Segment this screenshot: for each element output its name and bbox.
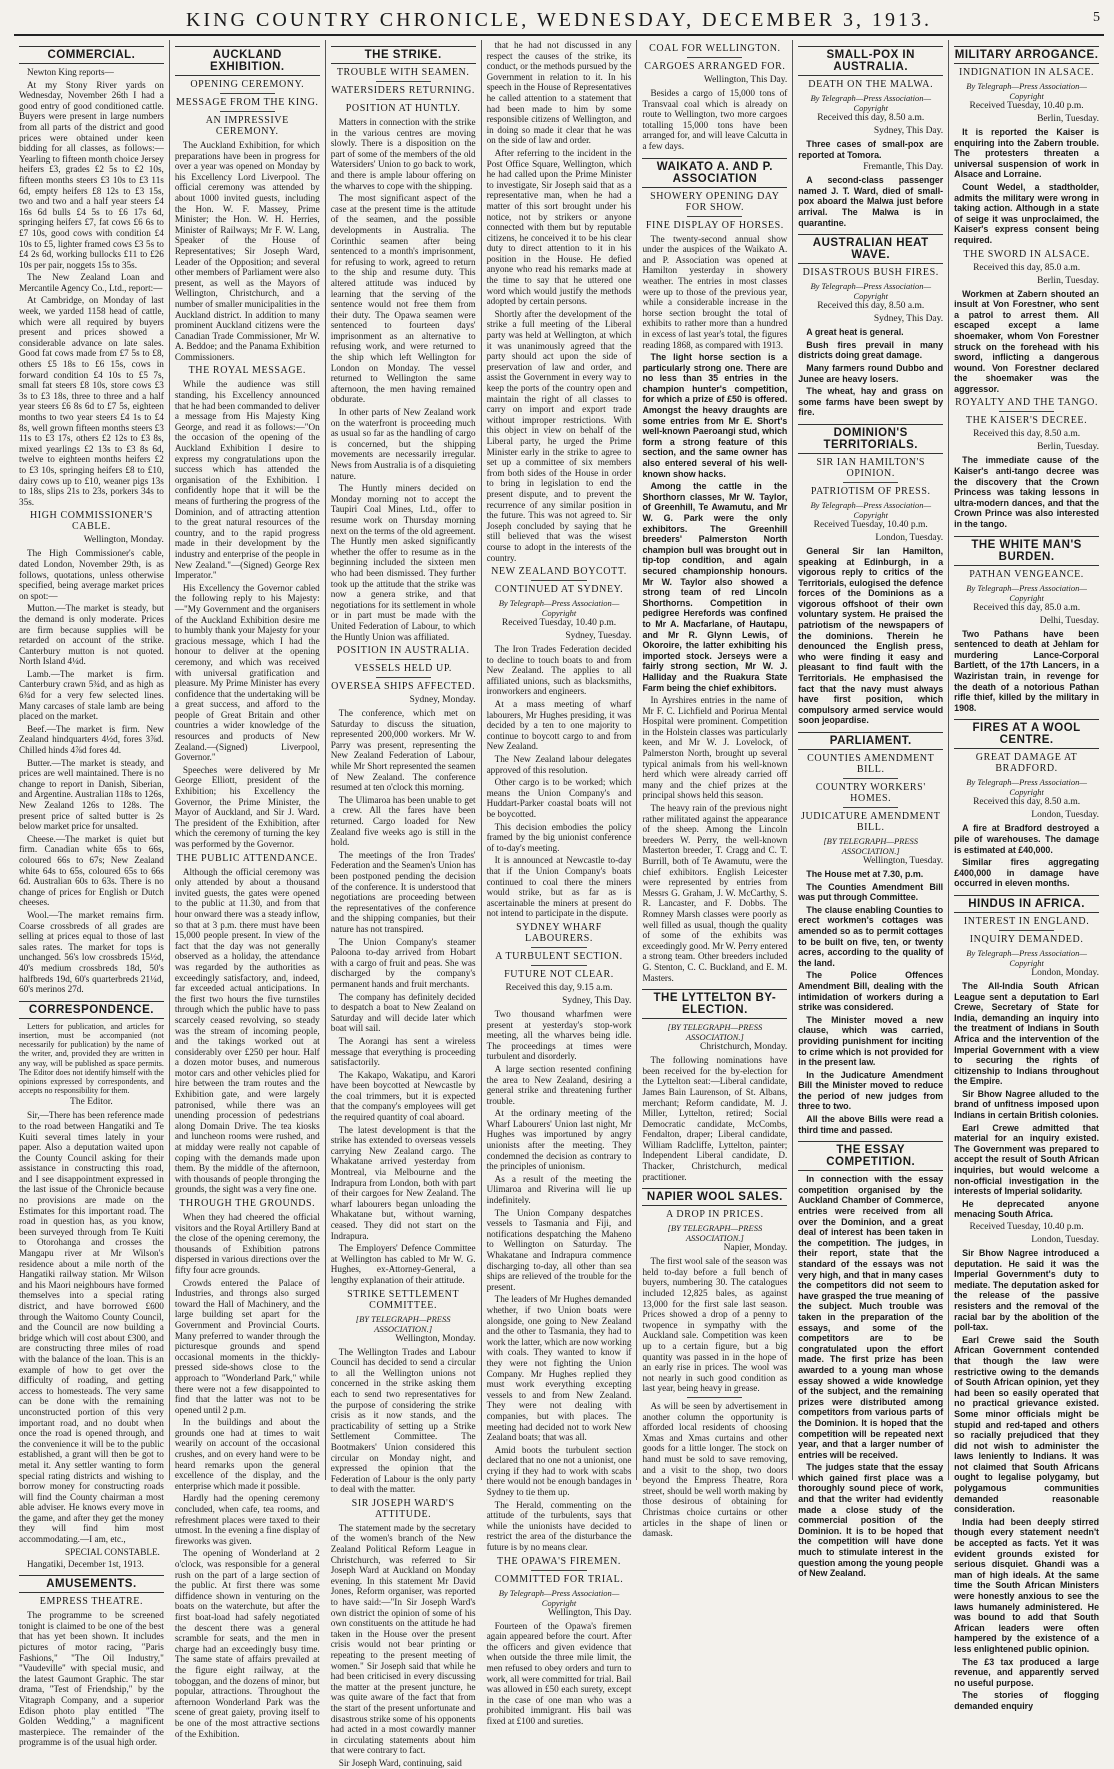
section-heading-correspondence: CORRESPONDENCE. — [19, 1001, 164, 1019]
subheading: DEATH ON THE MALWA. — [808, 79, 934, 90]
subheading: SIR JOSEPH WARD'S ATTITUDE. — [351, 1497, 455, 1520]
article-paragraph: He deprecated anyone menacing South Africa. — [954, 1198, 1100, 1220]
page-number: 5 — [1093, 10, 1100, 25]
article-paragraph: The Huntly miners decided on Monday morning not to accept the Taupiri Coal Mines, Ltd., offer to resume work on Thursday morning next on the terms of the old agreement. The Huntly men asked significantly whether the offer to resume as in the beginning included the sixteen men who had been dismissed. They further took up the attitude that the strike was now a genera strike, and that negotiations for its settlement in whole or in part must be made with the United Federation of Labour, to which the Huntly Union was affiliated. — [330, 483, 476, 642]
section-heading-waikato-show: WAIKATO A. AND P. ASSOCIATION — [642, 158, 787, 188]
article-paragraph: The opening of Wonderland at 2 o'clock, was responsible for a general rush on the part of a large section of the public. At first there was some diffidence shown in venturing on the boats on the waterchute, but after the first boat-load had safely negotiated the descent there was a general scramble for seats, and the men in charge had an exceedingly busy time. The same state of affairs prevailed at the figure eight railway, at the toboggan, and the dozens of minor, but popular, attractions. Throughout the afternoon Wonderland Park was the scene of great gaiety, proving itself to be one of the most attractive sections of the Exhibition. — [174, 1548, 320, 1739]
divider — [999, 930, 1054, 931]
subheading: AN IMPRESSIVE CEREMONY. — [205, 115, 289, 137]
article-paragraph: The Kakapo, Wakatipu, and Karori have been boycotted at Newcastle by the coal trimmers, but it is expected that the company's employees will get the required quantity of coal aboard. — [330, 1069, 476, 1123]
article-paragraph: that he had not discussed in any respect the causes of the strike, its conduct, or the methods pursued by the Government in relation to it. In his speech in the House of Representatives he called attention to a statement that had been made to him by some responsible citizens of Wellington, and in doing so made it clear that he was on the side of law and order. — [486, 40, 632, 146]
subheading: DISASTROUS BUSH FIRES. — [802, 267, 939, 279]
article-paragraph: Two Pathans have been sentenced to death at Jehlam for murdering Lance-Corporal Bartlett, of the 17th Lancers, in a Waziristan train, in revenge for the death of a notorious Pathan rifle thief, killed by the military in 1908. — [954, 628, 1100, 713]
subheading: JUDICATURE AMENDMENT BILL. — [800, 811, 941, 833]
article-paragraph: At my Stony River yards on Wednesday, November 26th I had a good entry of good conditioned cattle. Buyers were present in large numbers from all parts of the district and good prices were obtained under keen bidding for all classes, as follows:—Yearling to fifteen month choice Jersey heifers £3, grades £2 5s to £2 10s, fifteen months steers £3 10s to £3 11s 6d, empty heifers £8 12s to £3 15s, two and two and a half year steers £4 16s 6d bulls £4 5s to £6 17s 6d, springing heifers £7, fat cows £6 6s to £7 10s, good cows with condition £4 10s to £5, lighter framed cows £3 5s to £4 2s 6d, working bullocks £11 to £26 10s per pair, noggets 15s to 35s. — [19, 79, 164, 270]
byline: By Telegraph—Press Association—Copyright — [966, 582, 1087, 603]
byline: By Telegraph—Press Association—Copyright — [966, 947, 1087, 968]
article-paragraph: Crowds entered the Palace of Industries, and throngs also surged toward the Hall of Machinery, and the large building set apart for the Government and Provincial Courts. Many preferred to wander through the picturesque grounds and spend occasional moments in the thickly-pressed side-shows close to the approach to "Wonderland Park," while there were not a few disappointed to find that the latter was not to be opened until 2 p.m. — [174, 1277, 320, 1415]
section-heading-commercial: COMMERCIAL. — [19, 46, 164, 64]
dateline: Berlin, Tuesday. — [1037, 114, 1100, 124]
article-paragraph: Cheese.—The market is quiet but firm. Canadian white 65s to 66s, coloured 66s to 67s; New Zealand white 64s to 65s, coloured 65s to 66s 6d. Australian 60s to 63s. There is no change of prices for English or Dutch cheeses. — [19, 833, 164, 908]
article-paragraph: Fourteen of the Opawa's firemen again appeared before the court. After the officers and given evidence that when outside the three mile limit, the men refused to obey orders and turn to work, all were committed for trial. Bail was allowed in £50 each surety, except in the case of one man who was a prohibited immigrant. His bail was fixed at £100 and sureties. — [486, 1620, 632, 1726]
dateline: London, Tuesday. — [875, 532, 944, 543]
dateline: Wellington, Monday. — [395, 1333, 476, 1344]
article-paragraph: The most significant aspect of the case at the present time is the attitude of the seamen, and the possible developments in Australia. The Corinthic seamen after being sentenced to a month's imprisonment, for refusing to work, agreed to return to the ship and resume duty. This altered attitude was induced by learning that the serving of the sentence would not free them from their duty. The Opawa seamen were sentenced to fourteen days' imprisonment as an alternative to refusing work, and were returned to the ship which left Wellington for London on Monday. The vessel returned to Wellington the same afternoon, the men having remained obdurate. — [330, 193, 476, 405]
subheading: INQUIRY DEMANDED. — [969, 933, 1084, 945]
article-paragraph: The Iron Trades Federation decided to decline to touch boats to and from New Zealand. The applies to all affiliated unions, such as blacksmiths, ironworkers and engineers. — [486, 644, 632, 697]
article-paragraph: The Union Company despatches vessels to Tasmania and Fiji, and notifications despatching the Maheno to Wellington on Saturday. The Whakatane and Indrapura commence discharging to-day, all other than sea ships are relieved of the trouble for the present. — [486, 1207, 632, 1292]
subheading: FUTURE NOT CLEAR. — [504, 968, 614, 980]
divider — [376, 99, 431, 100]
article-paragraph: Among the cattle in the Shorthorn classes, Mr W. Taylor, of Greenhill, Te Awamutu, and Mr W. G. Park were the only exhibitors. The Greenhill breeders' Palmerston North champion bull was brought out in tip-top condition, and again secured championship honours. Mr W. Taylor also showed a strong team of red Lincoln Shorthorns. Competition in pedigree Herefords was confined to Mr A. Macfarlane, of Hautapu, and Mr R. Glynn Lewis, of Okoroire, the latter exhibiting his imported stock. Jerseys were a fairly strong section, Mr W. J. Halliday and the Ruakura State Farm being the chief exhibitors. — [642, 481, 788, 693]
article-paragraph: The Aorangi has sent a wireless message that everything is proceeding satisfactorily. — [330, 1035, 476, 1068]
editorial-note: Letters for publication, and articles for insertion, must be accompanied (not necessarily for publication) by the name of the writer, and, provided they are written in any way, will be published as space permits. The Editor does not identify himself with the opinions expressed by correspondents, and accepts no responsibility for them. — [19, 1021, 164, 1096]
divider — [531, 1570, 586, 1571]
section-heading-heat-wave: AUSTRALIAN HEAT WAVE. — [798, 234, 943, 264]
article-paragraph: In other parts of New Zealand work on the waterfront is proceeding much as usual so far as the handling of cargo is concerned, but the shipping movements are necessarily irregular. News from Australia is of a disquieting nature. — [330, 407, 476, 481]
article-paragraph: Two thousand wharfmen were present at yesterday's stop-work meeting, all the wharves being idle. The proceedings at times were turbulent and disorderly. — [486, 1008, 632, 1062]
article-paragraph: The Minister moved a new clause, which was carried, providing punishment for inciting to crime which is not provided for in the present law. — [798, 1014, 944, 1068]
subheading: COUNTRY WORKERS' HOMES. — [815, 782, 926, 804]
article-paragraph: A great heat is general. — [806, 327, 904, 338]
section-heading-parliament: PARLIAMENT. — [798, 732, 943, 750]
article-paragraph: The immediate cause of the Kaiser's anti-tango decree was the discovery that the Crown Princess was taking lessons in ultra-modern dances, and that the Crown Prince was also interested in the tango. — [954, 455, 1100, 530]
article-paragraph: This decision embodies the policy framed by the big unionist conference of to-day's meeting. — [486, 821, 632, 853]
received-line: Received this day, 9.15 a.m. — [505, 982, 613, 993]
divider — [531, 580, 586, 581]
article-paragraph: The light horse section is a particularly strong one. There are no less than 35 entries in the champion hunter's competition, for which a prize of £50 is offered. Amongst the heavy draughts are some entries from Mr E. Short's well-known Paeroangi stud, which form a strong feature of this section, and the same owner has also entered several of his well-known show hacks. — [642, 352, 788, 479]
article-paragraph: The meetings of the Iron Trades' Federation and the Seamen's Union has been postponed pending the decision of the conference. It is understood that negotiations are proceeding between the representatives of the conference and the shipping companies, but their nature has not transpired. — [330, 849, 476, 934]
article-paragraph: The New Zealand Loan and Mercantile Agency Co., Ltd., report:— — [19, 272, 164, 293]
subheading: COMMITTED FOR TRIAL. — [494, 1573, 624, 1585]
byline: [BY TELEGRAPH—PRESS ASSOCIATION.] — [667, 1223, 763, 1244]
dateline: Sydney, Tuesday. — [565, 631, 632, 642]
subheading: WATERSIDERS RETURNING. — [331, 85, 476, 96]
article-paragraph: His Excellency the Governor cabled the following reply to his Majesty:—"My Government and the organisers of the Auckland Exhibition desire me to humbly thank your Majesty for your gracious message, which I had the honour to deliver at the opening ceremony, and which was received with universal gratification and pleasure. My Prime Minister has every confidence that the undertaking will be a great success, and afford to the people of Great Britain and other countries a wider knowledge of the resources and products of New Zealand.—(Signed) Liverpool, Governor." — [174, 582, 320, 763]
letter-signature: SPECIAL CONSTABLE. — [64, 1546, 160, 1557]
article-paragraph: The programme to be screened tonight is claimed to be one of the best that has yet been shown. It includes pictures of motor racing, "Paris Fashions," "The Oil Industry," "Vaudeville" with special music, and the latest Gaumont Graphic. The star drama, "Test of Friendship," by the Vitagraph Company, and a superior Edison photo play entitled "The Golden Wedding," a magnificent masterpiece. The remainder of the programme is of the usual high order. — [19, 1610, 164, 1748]
received-line: Received Tuesday, 10.40 p.m. — [969, 1222, 1084, 1232]
divider — [376, 677, 431, 678]
subheading: SIR IAN HAMILTON'S OPINION. — [816, 456, 926, 479]
divider — [220, 93, 275, 94]
article-paragraph: The twenty-second annual show under the auspices of the Waikato A. and P. Association was opened at Hamilton yesterday in showery weather. The entries in most classes were up to those of the previous year, while a considerable increase in the horse section brought the total of exhibits to rather more than a hundred in excess of last year's total, the figures reading 1868, as compared with 1913. — [642, 233, 788, 350]
section-heading-auckland-exhibition: AUCKLAND EXHIBITION. — [175, 46, 320, 76]
byline: [BY TELEGRAPH—PRESS ASSOCIATION.] — [355, 1313, 451, 1334]
column-1 — [14, 40, 170, 1748]
byline: [BY TELEGRAPH—PRESS ASSOCIATION.] — [667, 1022, 763, 1043]
article-paragraph: The £3 tax produced a large revenue, and apparently served no useful purpose. — [954, 1656, 1100, 1688]
section-heading-lyttelton: THE LYTTELTON BY-ELECTION. — [642, 989, 787, 1019]
divider — [531, 947, 586, 948]
section-heading-smallpox: SMALL-POX IN AUSTRALIA. — [798, 46, 943, 76]
received-line: Received this day, 85.0 a.m. — [973, 602, 1081, 613]
article-paragraph: Sir Bhow Nagree introduced a deputation. He said it was the Imperial Government's duty to mediate. The deputation asked for the release of the passive resisters and the removal of the racial bar by the abolition of the poll-tax. — [954, 1248, 1100, 1333]
subheading: THE KAISER'S DECREE. — [965, 415, 1088, 427]
subheading: OPENING CEREMONY. — [190, 79, 305, 90]
article-paragraph: After referring to the incident in the Post Office Square, Wellington, which he had called upon the Prime Minister to investigate, Sir Joseph said that as a representative man, when he had a matter of this sort brought under his notice, not by strikers or anyone connected with them but by reputable citizens, he conceived it to be his clear duty to direct attention to it in his position in the House. He defied anyone who read his remarks made at the time to say that he uttered one word which would justify the methods adopted by certain persons. — [486, 147, 632, 307]
article-paragraph: The following nominations have been received for the by-election for the Lyttelton seat:—Liberal candidate, James Bain Laurenson, of St. Albans, merchant; Reform candidate, M. J. Miller, Lyttelton, retired; Social Democratic candidate, McCombs, Fendalton, draper; Liberal candidate, William Radcliffe, Lyttelton, painter; Independent Liberal candidate, D. Thacker, Christchurch, medical practitioner. — [642, 1055, 788, 1182]
subheading: OVERSEA SHIPS AFFECTED. — [331, 681, 476, 693]
masthead — [14, 6, 1104, 36]
article-paragraph: Earl Crewe admitted that material for an inquiry existed. The Government was prepared to accept the result of South African inquiries, but would welcome a non-official investigation in the interests of Imperial solidarity. — [954, 1122, 1100, 1197]
subheading: COAL FOR WELLINGTON. — [649, 43, 781, 54]
article-paragraph: In the buildings and about the grounds one had at times to wait wearily on account of the occasional crushes, and on every hand were to be heard remarks upon the general excellence of the display, and the enterprise which made it possible. — [174, 1417, 320, 1491]
subheading: THE OPAWA'S FIREMEN. — [496, 1555, 622, 1567]
subheading: SYDNEY WHARF LABOURERS. — [516, 921, 602, 944]
article-paragraph: Beef.—The market is firm. New Zealand hindquarters 4½d, fores 3⅞d. Chilled hinds 4⅞d fores 4d. — [19, 723, 164, 756]
divider — [843, 807, 898, 808]
article-paragraph: The company has definitely decided to despatch a boat to New Zealand on Saturday and will decide later which boat will sail. — [330, 991, 476, 1034]
divider — [843, 778, 898, 779]
dateline: London, Tuesday. — [1031, 1235, 1100, 1245]
article-paragraph: The New Zealand labour delegates approved of this resolution. — [486, 754, 632, 775]
dateline: Wellington, Tuesday. — [862, 856, 944, 866]
section-heading-territorials: DOMINION'S TERRITORIALS. — [798, 424, 943, 454]
subheading: ROYALTY AND THE TANGO. — [955, 397, 1099, 409]
article-paragraph: When they had cheered the official visitors and the Royal Artillery Band at the close of the opening ceremony, the thousands of Exhibition patrons dispersed in various directions over the fifty four acre grounds. — [174, 1212, 320, 1275]
article-paragraph: Newton King reports— — [27, 67, 114, 77]
article-paragraph: The statement made by the secretary of the women's branch of the New Zealand Political Reform League in Christchurch, was referred to Sir Joseph Ward at Auckland on Monday evening. In this statement Mr David Jones, Reform organiser, was reported to have said:—"In Sir Joseph Ward's own district the opinion of some of his own constituents on the attitude he had taken in the House over the present crisis would not bear printing or repeating to the present meeting of women." Sir Joseph said that while he had been criticised in every discussing the matter at the present juncture, he was quite aware of the fact that from the start of the present unfortunate and disastrous strike some of his opponents had acted in a most cowardly manner in circulating statements about him that were contrary to fact. — [330, 1522, 476, 1756]
article-paragraph: Workmen at Zabern shouted an insult at Von Forestner, who sent a patrol to arrest them. All escaped except a lame shoemaker, whom Von Forestner struck on the forehead with his sword, inflicting a dangerous wound. Von Forestner declared the shoemaker was the aggressor. — [954, 288, 1100, 394]
article-paragraph: At the ordinary meeting of the Wharf Labourers' Union last night, Mr Hughes was importuned by angry unionists after the meeting. They condemned the decision as contrary to the principles of unionism. — [486, 1108, 632, 1172]
section-heading-hindus-in-africa: HINDUS IN AFRICA. — [954, 895, 1099, 913]
columns — [14, 40, 1104, 1768]
subheading: COUNTIES AMENDMENT BILL. — [807, 753, 935, 775]
column-6 — [793, 40, 949, 1579]
article-paragraph: Count Wedel, a stadtholder, admits the military were wrong in taking action. Although in a state of seige it was unproclaimed, the Kaiser's express consent being required. — [954, 181, 1100, 245]
subheading: A TURBULENT SECTION. — [495, 950, 623, 962]
article-paragraph: The Police Offences Amendment Bill, dealing with the intimidation of workers during a strike was considered. — [798, 970, 944, 1013]
article-paragraph: The Union Company's steamer Paloona to-day arrived from Hobart with a cargo of fruit and peas. She was discharged by the company's permanent hands and fruit merchants. — [330, 936, 476, 989]
article-paragraph: Lamb.—The market is firm. Canterbury crawn 5¾d, and as high as 6¾d for a very few selected lines. Many carcases of stale lamb are being placed on the market. — [19, 668, 164, 722]
article-paragraph: The Ulimaroa has been unable to get a crew. All the fares have been returned. Cargo loaded for New Zealand five weeks ago is still in the hold. — [330, 794, 476, 848]
subheading: THE ROYAL MESSAGE. — [188, 365, 306, 377]
dateline: Sydney, Monday. — [409, 695, 476, 706]
article-paragraph: The heavy rain of the previous night rather militated against the appearance of the sheep. Among the Lincoln breeders W. Perry, the well-known Masterton breeder, T. Cragg and C. T. Burrill, both of Te Awamutu, were the chief exhibitors. English Leicester were represented by entries from Messrs G. Graham, J. W. McCarthy, S. R. Lancaster, and F. Dobbs. The Romney Marsh classes were poorly as well filled as usual, though the quality of some of the exhibits was exceedingly good. Mr W. Perry entered a strong team. Other breeders included G. Stenton, C. C. Buckland, and E. M. Masters. — [642, 803, 788, 983]
received-line: Received this day, 8.50 a.m. — [817, 113, 925, 123]
masthead-title: KING COUNTRY CHRONICLE, WEDNESDAY, DECEMBER 3, 1913. — [185, 8, 933, 31]
article-paragraph: The judges state that the essay which gained first place was a thoroughly sound piece of work, and that the writer had evidently made a close study of the commercial position of the Dominion. It is to be hoped that the competition will have done much to stimulate interest in the question among the young people of New Zealand. — [798, 1462, 944, 1579]
dateline: Sydney, This Day. — [562, 995, 632, 1006]
dateline: Delhi, Tuesday. — [1039, 615, 1100, 626]
section-heading-military-arrogance: MILITARY ARROGANCE. — [954, 46, 1099, 64]
article-paragraph: The Wellington Trades and Labour Council has decided to send a circular to all the Wellington unions not concerned in the strike asking them each to send two representatives for the purpose of considering the strike crisis as it now stands, and the practicability of setting up a Strike Settlement Committee. The Bootmakers' Union considered this circular on Monday night, and expressed the opinion that the Federation of Labour is the only party to deal with the matter. — [330, 1346, 476, 1495]
section-heading-napier-wool: NAPIER WOOL SALES. — [642, 1188, 787, 1206]
subheading: INTEREST IN ENGLAND. — [963, 915, 1090, 927]
subheading: TROUBLE WITH SEAMEN. — [336, 67, 470, 78]
article-paragraph: While the audience was still standing, his Excellency announced that he had been commanded to deliver a message from His Majesty King George, and read it as follows:—"On the occasion of the opening of the Auckland Exhibition I desire to express my congratulations upon the success which has attended the organisation of the Exhibition. I confidently hope that it will be the means of furthering the progress of the Dominion, and of attracting attention to the great natural resources of the country, and to the rapid progress made in their development by the industry and enterprise of the people in New Zealand."—(Signed) George Rex Imperator." — [174, 379, 320, 581]
byline: [BY TELEGRAPH—PRESS ASSOCIATION.] — [823, 836, 919, 856]
article-paragraph: The Employers' Defence Committee at Wellington has cabled to Mr W. G. Hughes, ex-Attorney-General, a lengthy explanation of their attitude. — [330, 1243, 476, 1285]
article-paragraph: Matters in connection with the strike in the various centres are moving slowly. There is a disposition on the part of some of the members of the old Watersiders' Union to go back to work, and there is ample labour offering on the wharves to cope with the shipping. — [330, 117, 476, 191]
divider — [376, 659, 431, 660]
article-paragraph: Mutton.—The market is steady, but the demand is only moderate. Prices are firm because supplies will be retarded on account of the strike. Canterbury mutton is not quoted. North Island 4¼d. — [19, 603, 164, 667]
dateline: Wellington, Monday. — [83, 535, 164, 546]
article-paragraph: The Auckland Exhibition, for which preparations have been in progress for over a year was opened on Monday by his Excellency Lord Liverpool. The official ceremony was attended by about 1000 invited guests, including the Hon. W. F. Massey, Prime Minister; the Hon. W. H. Herries, Minister of Railways; Mr F. W. Lang, Speaker of the House of Representatives; Sir Joseph Ward, Leader of the Opposition; and several other members of Parliament were also present, as well as the Mayors of Wellington, Christchurch, and a number of smaller municipalities in the Auckland district. In addition to many prominent Auckland citizens were the Canadian Trade Commissioner, Mr W. A. Beddoe; and the Panama Exhibition Commissioners. — [174, 140, 320, 362]
divider — [687, 1397, 742, 1398]
article-paragraph: Earl Crewe said the South African Government contended that though the law were restrictive owing to the demands of South African opinion, yet they had been so easily operated that no practical grievance existed. Some minor officials might be stupid and red-taped and others so racially prejudiced that they did not wish to administer the laws leniently to Indians. It was not claimed that South Africans ought to legalise polygamy, but polygamous communities demanded reasonable consideration. — [954, 1334, 1100, 1515]
article-paragraph: Butter.—The market is steady, and prices are well maintained. There is no change to report in Danish, Siberian, and Argentine. Australian 118s to 126s, New Zealand 126s to 128s. The present price of salted butter is 2s below market price for unsalted. — [19, 757, 164, 832]
divider — [687, 57, 742, 58]
divider — [999, 411, 1054, 412]
article-paragraph: A large section resented confining the area to New Zealand, desiring a general strike and threatening further trouble. — [486, 1063, 632, 1106]
divider — [220, 111, 275, 112]
dateline: Wellington, This Day. — [548, 1607, 632, 1618]
dateline: Berlin, Tuesday. — [1037, 442, 1100, 453]
article-paragraph: The leaders of Mr Hughes demanded whether, if two Union boats were alongside, one going to New Zealand and the other to Tasmania, they had to work the latter, which are now working with coals. They wanted to know if they were not fighting the Union Company. Mr Hughes replied they must work everything excepting vessels to and from New Zealand. They were not dealing with companies, but with places. The meeting had decided not to work New Zealand boats; that was all. — [486, 1294, 632, 1443]
article-paragraph: It is announced at Newcastle to-day that if the Union Company's boats continued to coal there the miners would strike, but as far as is ascertainable the miners at present do not intend to participate in the dispute. — [486, 855, 632, 919]
dateline: Sydney, This Day. — [873, 314, 944, 325]
article-paragraph: The wheat, hay and grass on some farms have been swept by fire. — [798, 386, 944, 418]
subheading: GREAT DAMAGE AT BRADFORD. — [975, 752, 1078, 775]
article-paragraph: In Ayrshires entries in the name of Mr F. C. Lichfield and Porirua Mental Hospital were prominent. Competition in the Holstein classes was particularly keen, and Mr W. J. Lovelock, of Palmerston North, brought up several typical animals from his well-known herd which were already carried off many and the chief prizes at the principal shows held this season. — [642, 695, 788, 801]
subheading: THROUGH THE GROUNDS. — [179, 1198, 316, 1209]
divider — [687, 216, 742, 217]
dateline: London, Tuesday. — [1031, 810, 1100, 821]
article-paragraph: A second-class passenger named J. T. Ward, died of small-pox aboard the Malwa just before arrival. The Malwa is in quarantine. — [798, 175, 944, 228]
subheading: A DROP IN PRICES. — [666, 1209, 764, 1221]
subheading: NEW ZEALAND BOYCOTT. — [491, 566, 627, 578]
byline: By Telegraph—Press Association—Copyright — [810, 93, 932, 113]
article-paragraph: The Counties Amendment Bill was put through Committee. — [798, 881, 944, 903]
article-paragraph: As will be seen by advertisement in another column the opportunity is afforded local residents of choosing Xmas and Xmas curtains and other goods for a little longer. The stock on hand must be sold to save removing, and a visit to the shop, two doors beyond the Empress Theatre, Rora street, should be well worth making by those desirous of obtaining for Christmas choice curtains or other articles in the shape of linen or damask. — [642, 1400, 788, 1539]
section-heading-strike: THE STRIKE. — [331, 46, 476, 64]
article-paragraph: As a result of the meeting the Ulimaroa and Riverina will lie up indefinitely. — [486, 1173, 632, 1206]
letter-place: Hangatiki, December 1st, 1913. — [27, 1558, 144, 1569]
dateline: Berlin, Tuesday. — [1037, 275, 1100, 286]
letter-paragraph: Sir,—There has been reference made to the road between Hangatiki and Te Kuiti several times lately in your paper. Also a deputation waited upon the County Council asking for their assistance in constructing this road, and I see disappointment expressed in the last issue of the Chronicle because no provisions are made on the Estimates for this important road. The road in question has, as you know, been surveyed through from Te Kuiti to Otorohanga and crosses the Mangapu river at Mr Wilson's residence about a mile north of the Hangatiki railway station. Mr Wilson and his Maori neighbours have formed themselves into a special rating district, and have borrowed £600 through the Waitomo County Council, and the Council are now building a bridge which will cost about £300, and are constructing three miles of road with the balance of the loan. This is an example of how to get over the difficulty of roading, and getting access to homesteads. The very same can be done with the remaining unconstructed portion of this very important road, and no doubt when once the road is opened through, and the convenience it will be to the public established, a grant will then be got to metal it. Any settler wanting to form special rating districts and wishing to borrow money for constructing roads will find the County chairman a most able adviser. He knows every move in the game, and after they get the money they will find him most accommodating.—I am, etc., — [19, 1110, 164, 1545]
section-heading-amusements: AMUSEMENTS. — [19, 1575, 164, 1593]
article-paragraph: At a mass meeting of wharf labourers, Mr Hughes presiding, it was decided by a ten to one majority to continue to boycott cargo to and from New Zealand. — [486, 699, 632, 752]
column-5 — [637, 40, 793, 1539]
received-line: Received Tuesday, 10.40 p.m. — [501, 618, 617, 629]
article-paragraph: In connection with the essay competition organised by the Auckland Chamber of Commerce, entries were received from all over the Dominion, and a great deal of interest has been taken in the competition. The judges, in their report, state that the standard of the essays was not very high, and that in many cases the competitors did not seem to have grasped the true meaning of the subject. Much trouble was taken in the preparation of the essays, and some of the competitors are to be congratulated upon the effort made. The first prize has been awarded to a young man whose essay showed a wide knowledge of the subject, and the remaining prizes were distributed among competitors from various parts of the Dominion. It is hoped that the competition will be repeated next year, and that a larger number of entries will be received. — [798, 1174, 944, 1460]
dateline: Wellington, This Day. — [703, 75, 788, 85]
article-paragraph: Sir Bhow Nagree alluded to the brand of unfitness imposed upon Indians in certain British colonies. — [954, 1088, 1100, 1121]
received-line: Received Tuesday, 10.40 p.m. — [969, 101, 1084, 111]
article-paragraph: The stories of flogging demanded enquiry — [954, 1690, 1100, 1711]
article-paragraph: Wool.—The market remains firm. Coarse crossbreds of all grades are selling at prices equal to those of last sales rates. The market for tops is unchanged. 56's low crossbreds 15½d, 40's medium crossbreds 18d, 50's halfbreds 19d, 60's quarterbreds 21¼d, 60's merinos 27d. — [19, 909, 164, 995]
article-paragraph: In the Judicature Amendment Bill the Minister moved to reduce the period of new judges from three to two. — [798, 1069, 944, 1112]
article-paragraph: It is reported the Kaiser is enquiring into the Zabern trouble. The protesters threaten a universal suspension of work in Alsace and Lorraine. — [954, 127, 1100, 180]
article-paragraph: The latest development is that the strike has extended to overseas vessels carrying New Zealand cargo. The Whakatane arrived yesterday from Montreal, via Melbourne and the Indrapura from London, both with part of their cargoes for New Zealand. The wharf labourers began unloading the Whakatane but, without warning, ceased. They did not start on the Indrapura. — [330, 1124, 476, 1241]
article-paragraph: The High Commissioner's cable, dated London, November 29th, is as follows, quotations, unless otherwise specified, being average market prices on spot:— — [19, 548, 164, 601]
subheading: VESSELS HELD UP. — [354, 663, 452, 675]
column-4 — [482, 40, 638, 1726]
dateline: Napier, Monday. — [723, 1243, 788, 1254]
article-paragraph: Bush fires prevail in many districts doing great damage. — [798, 339, 944, 361]
article-paragraph: All the above Bills were read a third time and passed. — [798, 1114, 944, 1135]
subheading: CARGOES ARRANGED FOR. — [644, 61, 786, 72]
subheading-empress-theatre: EMPRESS THEATRE. — [39, 1596, 144, 1608]
subheading: CONTINUED AT SYDNEY. — [494, 584, 624, 596]
divider — [376, 81, 431, 82]
article-paragraph: The All-India South African League sent a deputation to Earl Crewe, Secretary of State for India, demanding an inquiry into the treatment of Indians in South Africa and the intervention of the Imperial Government with a view to securing the rights of citizenship to Indians throughout the Empire. — [954, 980, 1100, 1087]
byline: By Telegraph—Press Association—Copyright — [966, 81, 1087, 101]
article-paragraph: The clause enabling Counties to erect workmen's cottages was amended so as to permit cottages to be built on five, ten, or twenty acres, according to the quality of the land. — [798, 904, 944, 968]
received-line: Received this day, 8.50 a.m. — [973, 429, 1081, 440]
subheading: PATHAN VENGEANCE. — [969, 568, 1084, 580]
article-paragraph: Other cargo is to be worked; which means the Union Company's and Huddart-Parker coastal boats will not be boycotted. — [486, 777, 632, 819]
article-paragraph: Speeches were delivered by Mr George Elliott, president of the Exhibition; his Excellency the Governor, the Prime Minister, the Mayor of Auckland, and Sir J. Ward. The president of the Exhibition, after which the ceremony of turning the key was performed by the Governor. — [174, 764, 320, 849]
article-paragraph: Three cases of small-pox are reported at Tomora. — [798, 139, 944, 160]
section-heading-white-mans-burden: THE WHITE MAN'S BURDEN. — [954, 536, 1099, 566]
column-2 — [170, 40, 326, 1739]
article-paragraph: Although the official ceremony was only attended by about a thousand invited guests, the gates were opened to the public at 11.30, and from that hour onward there was a steady inflow, so that at 3 p.m. there must have been 15,000 people present. In view of the fact that the day was not generally observed as a holiday, the attendance was regarded by the authorities as exceedingly satisfactory, and, indeed, far exceeded actual anticipations. In the first two hours the five turnstiles through which the public have to pass scarcely ceased revolving, so steady was the stream of incoming people, and the takings worked out at considerably over £250 per hour. Half a dozen motor buses, and numerous motor cars and other vehicles plied for hire between the tram routes and the Exhibition gate, and were largely patronised, while there was an unending procession of pedestrians along Domain Drive. The tea kiosks and luncheon rooms were rushed, and at midday were really not capable of coping with the demands made upon them. By the middle of the afternoon, with thousands of people thronging the grounds, the sight was a very fine one. — [174, 866, 320, 1195]
article-paragraph: A fire at Bradford destroyed a pile of warehouses. The damage is estimated at £40,000. — [954, 823, 1100, 855]
dateline: Fremantle, This Day. — [863, 162, 944, 173]
subheading: THE PUBLIC ATTENDANCE. — [176, 852, 318, 864]
dateline: Christchurch, Monday. — [700, 1042, 788, 1053]
received-line: Received this day, 8.50 a.m. — [817, 301, 925, 312]
article-paragraph: At Cambridge, on Monday of last week, we yarded 1158 head of cattle, which were all required by buyers present and prices showed a considerable advance on late sales. Good fat cows made from £7 5s to £8, others £5 18s to £6 15s, cows in forward condition £4 10s to £5 7s, small fat steers £8 10s, store cows £3 3s to £3 18s, three to three and a half year steers £6 8s 6d to £7 5s, eighteen months to two year steers £4 1s to £4 8s, well grown fifteen months steers £3 11s to £3 17s, others £2 12s to £3 8s, mixed yearlings £2 13s to £3 8s 6d, twelve to eighteen months heifers £2 to £3 10s, springing heifers £8 to £10, dairy cows up to £10, weaner pigs 13s to 18s, slips 21s to 23s, porkers 34s to 35s. — [19, 295, 164, 507]
article-paragraph: Similar fires aggregating £400,000 in damage have occurred in eleven months. — [954, 857, 1100, 889]
dateline: Sydney, This Day. — [873, 126, 944, 136]
article-paragraph: Shortly after the development of the strike a full meeting of the Liberal party was held at Wellington, at which it was unanimously agreed that the party should act upon the side of preservation of law and order, and assist the Government in every way to keep the ports of the country open and maintain the right of all classes to carry on import and export trade without improper restrictions. With this object in view on behalf of the Liberal party, he urged the Prime Minister early in the strike to agree to set up a committee of six members from both sides of the House in order to bring in legislation to end the present dispute, and to prevent the recurrence of any similar position in the future. This was not agreed to. Sir Joseph concluded by saying that he still believed that was the wisest course to adopt in the interests of the country. — [486, 308, 632, 563]
subheading: POSITION AT HUNTLY. — [345, 103, 461, 114]
dateline: London, Monday. — [1031, 967, 1100, 978]
salutation: The Editor. — [70, 1097, 113, 1108]
subheading: MESSAGE FROM THE KING. — [176, 97, 319, 108]
article-paragraph: Many farmers round Dubbo and Junee are heavy losers. — [798, 362, 944, 384]
received-line: Received this day, 85.0 a.m. — [973, 262, 1081, 273]
byline: By Telegraph—Press Association—Copyright — [498, 598, 620, 619]
subheading-high-commissioner: HIGH COMMISSIONER'S CABLE. — [29, 510, 153, 533]
article-paragraph: Sir Joseph Ward, continuing, said — [338, 1757, 462, 1768]
section-heading-wool-centre-fires: FIRES AT A WOOL CENTRE. — [954, 719, 1099, 749]
subheading: PATRIOTISM OF PRESS. — [810, 485, 931, 497]
subheading: FINE DISPLAY OF HORSES. — [645, 219, 784, 231]
article-paragraph: The Herald, commenting on the attitude of the turbulents, says that while the unionists have decided to restrict the area of the disturbance the future is by no means clear. — [486, 1499, 632, 1553]
subheading: INDIGNATION IN ALSACE. — [959, 67, 1095, 78]
subheading: POSITION IN AUSTRALIA. — [336, 645, 470, 657]
byline: By Telegraph—Press Association—Copyright — [810, 281, 932, 302]
byline: By Telegraph—Press Association—Copyright — [498, 1587, 620, 1608]
byline: By Telegraph—Press Association—Copyright — [810, 499, 932, 520]
received-line: Received Tuesday, 10.40 p.m. — [813, 519, 928, 530]
article-paragraph: Hardly had the opening ceremony concluded, when cafe, tea rooms, and refreshment places were taxed to their utmost. In the evening a fine display of fireworks was given. — [174, 1493, 320, 1546]
divider — [843, 482, 898, 483]
article-paragraph: The first wool sale of the season was held to-day before a full bench of buyers, numbering 30. The catalogues included 12,825 bales, as against 13,000 for the first sale last season. Prices showed a drop of a penny to twopence in sympathy with the Auckland sale. Competition was keen up to a certain figure, but a big quantity was passed in in the hope of an early rise in prices. The wool was not nearly in such good condition as last year, being heavy in grease. — [642, 1256, 788, 1394]
article-paragraph: Besides a cargo of 15,000 tons of Transvaal coal which is already on route to Wellington, two more cargoes totalling 15,000 tons have been arranged for, and will leave Calcutta in a few days. — [642, 88, 788, 151]
byline: By Telegraph—Press Association—Copyright — [966, 777, 1087, 798]
column-7 — [949, 40, 1104, 1711]
article-paragraph: General Sir Ian Hamilton, speaking at Edinburgh, in a vigorous reply to critics of the Territorials, eulogised the defence forces of the Dominions as a vigorous offshoot of their own voluntary system. He praised the patriotism of the newspapers of the dominions. Therein he denounced the English press, who were finding it easy and pleasant to find fault with the Territorials. He emphasised the fact that the navy must always have first position, which compulsory armed service would soon jeopardise. — [798, 545, 944, 726]
article-paragraph: The House met at 7.30, p.m. — [806, 869, 924, 879]
article-paragraph: The conference, which met on Saturday to discuss the situation, represented 200,000 workers. Mr W. Parry was present, representing the New Zealand Federation of Labour, while Mr Short represented the seamen of New Zealand. The conference resumed at ten o'clock this morning. — [330, 708, 476, 793]
subheading: THE SWORD IN ALSACE. — [963, 248, 1090, 260]
subheading: SHOWERY OPENING DAY FOR SHOW. — [650, 190, 780, 213]
received-line: Received this day, 8.50 a.m. — [973, 797, 1081, 808]
article-paragraph: Amid boots the turbulent section declared that no one not a unionist, one crying if they had to work with scabs there would not be enough bandages in Sydney to tie them up. — [486, 1444, 632, 1498]
section-heading-essay-competition: THE ESSAY COMPETITION. — [798, 1141, 943, 1171]
article-paragraph: India had been deeply stirred though every statement needn't be accepted as facts. Yet it was evident grounds existed for serious disquiet. Ghandi was a man of high ideals. At the same time the South African Ministers were honestly anxious to see the laws humanely administered. He was bound to add that South African leaders were often hampered by the existence of a less enlightened public opinion. — [954, 1516, 1100, 1654]
column-3 — [326, 40, 482, 1768]
subheading: STRIKE SETTLEMENT COMMITTEE. — [347, 1288, 460, 1311]
divider — [531, 965, 586, 966]
